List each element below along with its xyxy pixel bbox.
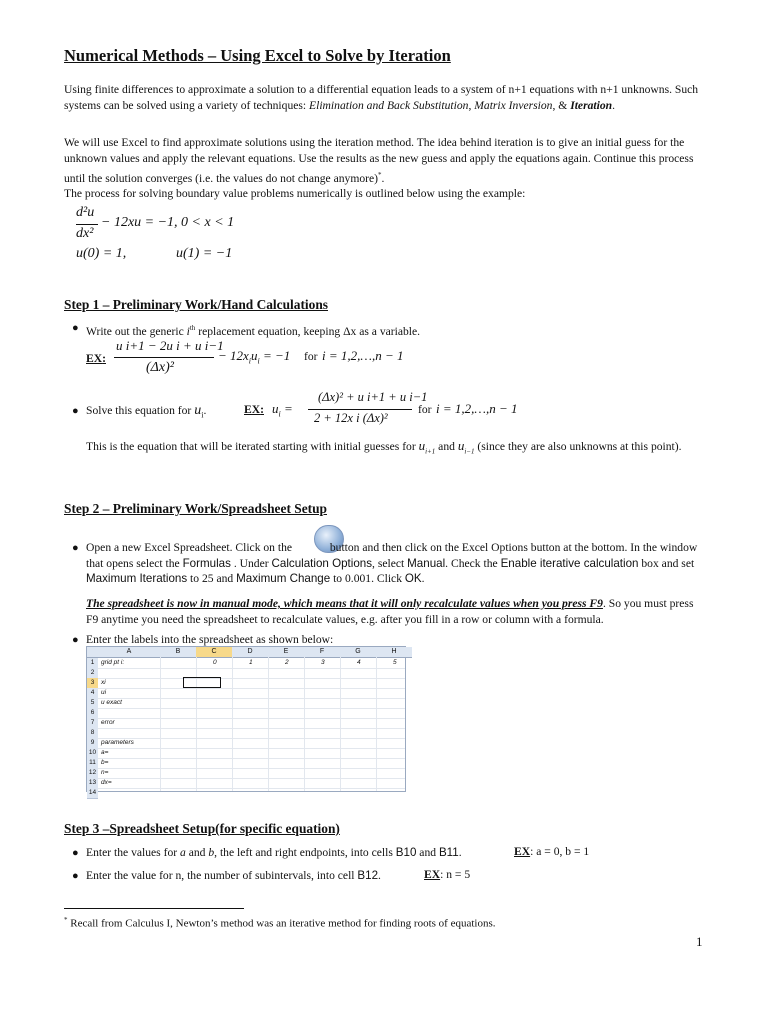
- step1-ex-label-1: EX:: [86, 352, 106, 365]
- cell-label-n: n=: [101, 769, 109, 776]
- row-header: 5: [87, 698, 98, 709]
- page-title: Numerical Methods – Using Excel to Solve by Iteration: [64, 46, 451, 65]
- cell-label-dx: dx=: [101, 779, 112, 786]
- cell-grid-point: 2: [285, 659, 289, 666]
- row-header: 4: [87, 688, 98, 699]
- bullet-icon: ●: [72, 322, 79, 334]
- column-header: A: [98, 647, 160, 658]
- example-eq-numerator: d²u: [76, 205, 95, 220]
- column-header: F: [304, 647, 340, 658]
- cell-label-parameters: parameters: [101, 739, 134, 746]
- row-header: 14: [87, 788, 98, 799]
- step1-eq2-for: for: [418, 403, 432, 416]
- bullet-icon: ●: [72, 870, 79, 882]
- column-header: G: [340, 647, 376, 658]
- row-header: 9: [87, 738, 98, 749]
- column-header: D: [232, 647, 268, 658]
- row-header: 12: [87, 768, 98, 779]
- boundary-condition-2: u(1) = −1: [176, 246, 233, 261]
- column-header: C: [196, 647, 232, 658]
- spreadsheet-screenshot: [86, 646, 406, 796]
- step1-eq2-fraction-bar: [308, 409, 412, 410]
- intro-paragraph-1: Using finite differences to approximate a solution to a differential equation leads to a system of n+1 equations with n+1 unknowns. Such systems can be solved using a variety of techniques: Elimination and Back Substitution, Matrix Inversion, & Iteration.: [64, 83, 699, 112]
- cell-grid-point: 4: [357, 659, 361, 666]
- step1-eq1-fraction-bar: [114, 357, 214, 358]
- step1-ex-label-2: EX:: [244, 403, 264, 416]
- step1-eq1-range: i = 1,2,…,n − 1: [322, 348, 404, 363]
- footnote-divider: [64, 908, 244, 909]
- step2-bullet-1: Open a new Excel Spreadsheet. Click on the button and then click on the Excel Options button at the bottom. In the window that opens select the Formulas . Under Calculation Options, select Manual. Check the Enable iterative calculation box and set Maximum Iterations to 25 and Maximum Change to 0.001. Click OK.: [86, 541, 698, 585]
- step3-heading: Step 3 –Spreadsheet Setup(for specific equation): [64, 821, 340, 836]
- selected-cell: [183, 677, 221, 688]
- step1-bullet-2: Solve this equation for $u_i$.: [86, 403, 207, 420]
- step1-eq1-for: for: [304, 350, 318, 363]
- cell-label-xi: xi: [101, 679, 106, 686]
- cell-grid-point: 3: [321, 659, 325, 666]
- example-eq-fraction-bar: [76, 224, 98, 225]
- row-header: 13: [87, 778, 98, 789]
- cell-grid-point: 0: [213, 659, 217, 666]
- step1-heading: Step 1 – Preliminary Work/Hand Calculations: [64, 297, 328, 312]
- example-eq-denominator: dx²: [76, 226, 94, 241]
- step3-bullet-1: Enter the values for a and b, the left and right endpoints, into cells B10 and B11.: [86, 846, 462, 859]
- column-header: B: [160, 647, 196, 658]
- step1-eq1-denominator: (Δx)²: [146, 360, 174, 375]
- page-number: 1: [696, 934, 703, 949]
- cell-grid-point: 5: [393, 659, 397, 666]
- cell-label-u-exact: u exact: [101, 699, 122, 706]
- cell-label-a: a=: [101, 749, 109, 756]
- example-eq-rest: − 12xu = −1, 0 < x < 1: [101, 215, 235, 230]
- cell-label-b: b=: [101, 759, 109, 766]
- column-header: H: [376, 647, 412, 658]
- row-header: 2: [87, 668, 98, 679]
- intro-paragraph-3: The process for solving boundary value problems numerically is outlined below using the example:: [64, 187, 526, 200]
- step3-ex-1: EX: a = 0, b = 1: [514, 845, 590, 858]
- row-header: 8: [87, 728, 98, 739]
- cell-label-ui: ui: [101, 689, 107, 696]
- row-header: 3: [87, 678, 98, 689]
- column-header: E: [268, 647, 304, 658]
- step3-ex-2: EX: n = 5: [424, 868, 471, 881]
- row-header: 10: [87, 748, 98, 759]
- footnote: * Recall from Calculus I, Newton’s method was an iterative method for finding roots of equations.: [64, 916, 496, 930]
- step1-note: This is the equation that will be iterated starting with initial guesses for $u_{i+1}$ and $u_{i-1}$ (since they are also unknowns at this point).: [86, 438, 682, 456]
- row-header: 6: [87, 708, 98, 719]
- step2-bullet-2: Enter the labels into the spreadsheet as shown below:: [86, 633, 334, 646]
- step1-eq2-lhs: $u_i$ =: [272, 401, 293, 419]
- step3-bullet-2: Enter the value for n, the number of subintervals, into cell B12.: [86, 869, 381, 882]
- intro-paragraph-2: We will use Excel to find approximate solutions using the iteration method. The idea behind iteration is to give an initial guess for the unknown values and apply the relevant equations. Use the results as the new guess and apply the equations again. Continue this process until the solution converges (i.e. the values do not change anymore)*.: [64, 136, 694, 185]
- step1-eq2-numerator: (Δx)² + u i+1 + u i−1: [318, 390, 428, 404]
- bullet-icon: ●: [72, 847, 79, 859]
- bullet-icon: ●: [72, 405, 79, 417]
- row-header: 11: [87, 758, 98, 769]
- row-header: 1: [87, 658, 98, 669]
- step1-eq2-denominator: 2 + 12x i (Δx)²: [314, 411, 388, 425]
- step1-eq1-numerator: u i+1 − 2u i + u i−1: [116, 338, 224, 353]
- bullet-icon: ●: [72, 634, 79, 646]
- step1-eq2-range: i = 1,2,…,n − 1: [436, 401, 518, 416]
- step1-eq1-term: − $12x_iu_i = -1$: [218, 348, 291, 366]
- row-header: 7: [87, 718, 98, 729]
- manual-mode-note: The spreadsheet is now in manual mode, which means that it will only recalculate values when you press F9. So you must press F9 anytime you need the spreadsheet to recalculate values, e.g. after you fill in a row or column with a formula.: [86, 597, 694, 626]
- cell-grid-point: 1: [249, 659, 253, 666]
- boundary-condition-1: u(0) = 1,: [76, 246, 127, 261]
- step2-heading: Step 2 – Preliminary Work/Spreadsheet Setup: [64, 501, 327, 516]
- sheet-corner: [87, 647, 98, 658]
- bullet-icon: ●: [72, 542, 79, 554]
- cell-label-grid-pt: grid pt i:: [101, 659, 125, 666]
- cell-label-error: error: [101, 719, 115, 726]
- step1-bullet-1: Write out the generic $i^{th}$ replacement equation, keeping Δx as a variable.: [86, 324, 421, 338]
